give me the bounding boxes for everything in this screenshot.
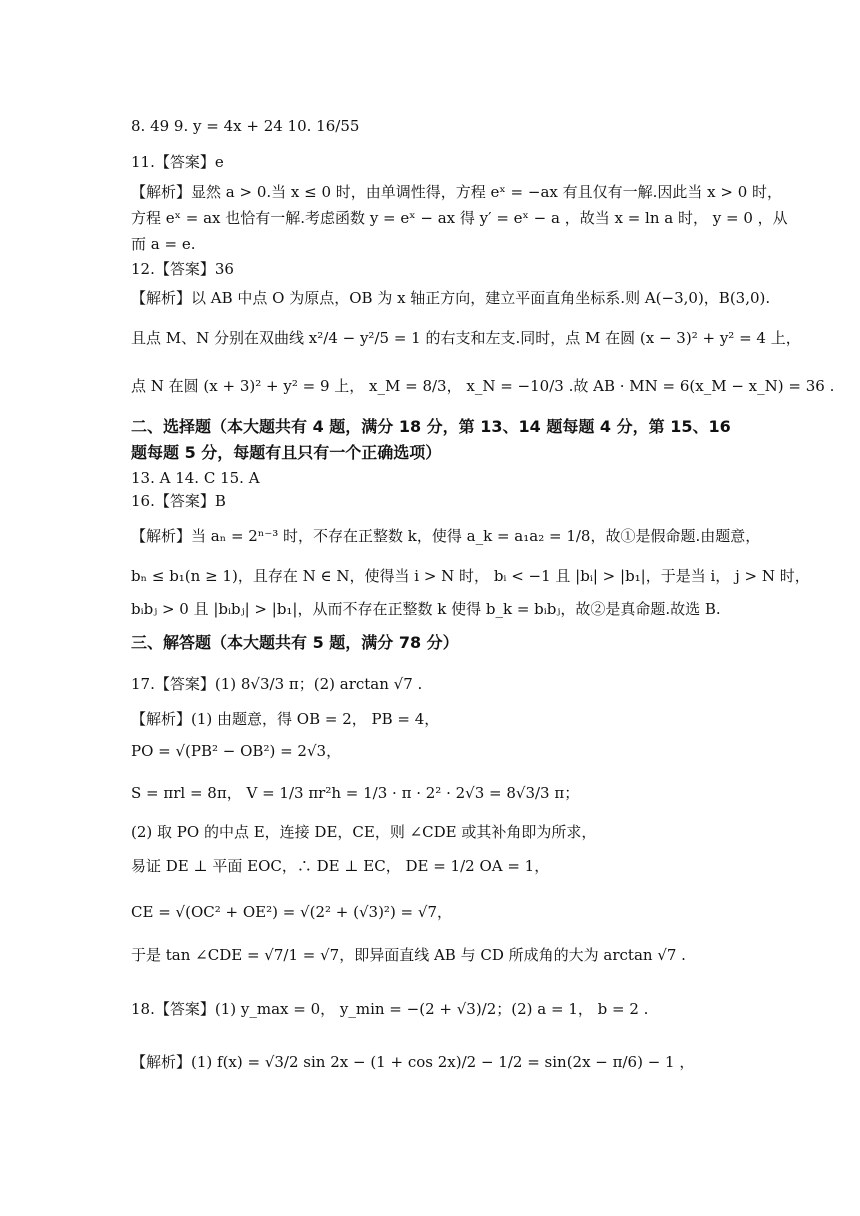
q17-analysis-line7: 于是 tan ∠CDE = √7/1 = √7，即异面直线 AB 与 CD 所成角的大为 arctan √7 . xyxy=(131,946,686,964)
q12-analysis-line3: 点 N 在圆 (x + 3)² + y² = 9 上， x_M = 8/3， x_N = −10/3 .故 AB · MN = 6(x_M − x_N) = 36 . xyxy=(131,377,835,395)
q17-answer: 17.【答案】(1) 8√3/3 π；(2) arctan √7 . xyxy=(131,675,423,693)
q11-analysis-line1: 【解析】显然 a > 0.当 x ≤ 0 时，由单调性得，方程 eˣ = −ax 有且仅有一解.因此当 x > 0 时， xyxy=(131,183,783,201)
q17-analysis-line6: CE = √(OC² + OE²) = √(2² + (√3)²) = √7， xyxy=(131,903,452,921)
q16-analysis-line3: bᵢbⱼ > 0 且 |bᵢbⱼ| > |b₁|，从而不存在正整数 k 使得 b_k = bᵢbⱼ，故②是真命题.故选 B. xyxy=(131,600,721,618)
q16-answer: 16.【答案】B xyxy=(131,492,226,510)
answers-8-10: 8. 49 9. y = 4x + 24 10. 16/55 xyxy=(131,117,360,135)
q16-analysis-line1: 【解析】当 aₙ = 2ⁿ⁻³ 时，不存在正整数 k，使得 a_k = a₁a₂ = 1/8，故①是假命题.由题意， xyxy=(131,527,761,545)
section-3-heading: 三、解答题（本大题共有 5 题，满分 78 分） xyxy=(131,633,459,652)
q11-answer: 11.【答案】e xyxy=(131,153,224,171)
q17-analysis-line5: 易证 DE ⊥ 平面 EOC，∴ DE ⊥ EC， DE = 1/2 OA = 1， xyxy=(131,857,550,875)
q12-answer: 12.【答案】36 xyxy=(131,260,234,278)
q11-analysis-line2: 方程 eˣ = ax 也恰有一解.考虑函数 y = eˣ − ax 得 y′ = eˣ − a ，故当 x = ln a 时， y = 0 ，从 xyxy=(131,209,788,227)
q12-analysis-line1: 【解析】以 AB 中点 O 为原点，OB 为 x 轴正方向，建立平面直角坐标系.则 A(−3,0)，B(3,0). xyxy=(131,289,771,307)
section-2-heading-line2: 题每题 5 分，每题有且只有一个正确选项） xyxy=(131,443,442,462)
answers-13-15: 13. A 14. C 15. A xyxy=(131,469,260,487)
q17-analysis-line4: (2) 取 PO 的中点 E，连接 DE，CE，则 ∠CDE 或其补角即为所求， xyxy=(131,823,597,841)
section-2-heading-line1: 二、选择题（本大题共有 4 题，满分 18 分，第 13、14 题每题 4 分，第 15、16 xyxy=(131,417,731,436)
q11-analysis-line3: 而 a = e. xyxy=(131,235,196,253)
q17-analysis-line2: PO = √(PB² − OB²) = 2√3， xyxy=(131,742,342,760)
q16-analysis-line2: bₙ ≤ b₁(n ≥ 1)，且存在 N ∈ N，使得当 i > N 时， bᵢ < −1 且 |bᵢ| > |b₁|，于是当 i， j > N 时， xyxy=(131,567,810,585)
q18-analysis-line1: 【解析】(1) f(x) = √3/2 sin 2x − (1 + cos 2x)/2 − 1/2 = sin(2x − π/6) − 1 ， xyxy=(131,1053,695,1071)
q18-answer: 18.【答案】(1) y_max = 0， y_min = −(2 + √3)/2；(2) a = 1， b = 2 . xyxy=(131,1000,649,1018)
q17-analysis-line1: 【解析】(1) 由题意，得 OB = 2， PB = 4， xyxy=(131,710,440,728)
q12-analysis-line2: 且点 M、N 分别在双曲线 x²/4 − y²/5 = 1 的右支和左支.同时，点 M 在圆 (x − 3)² + y² = 4 上， xyxy=(131,329,801,347)
q17-analysis-line3: S = πrl = 8π， V = 1/3 πr²h = 1/3 · π · 2² · 2√3 = 8√3/3 π； xyxy=(131,784,580,802)
